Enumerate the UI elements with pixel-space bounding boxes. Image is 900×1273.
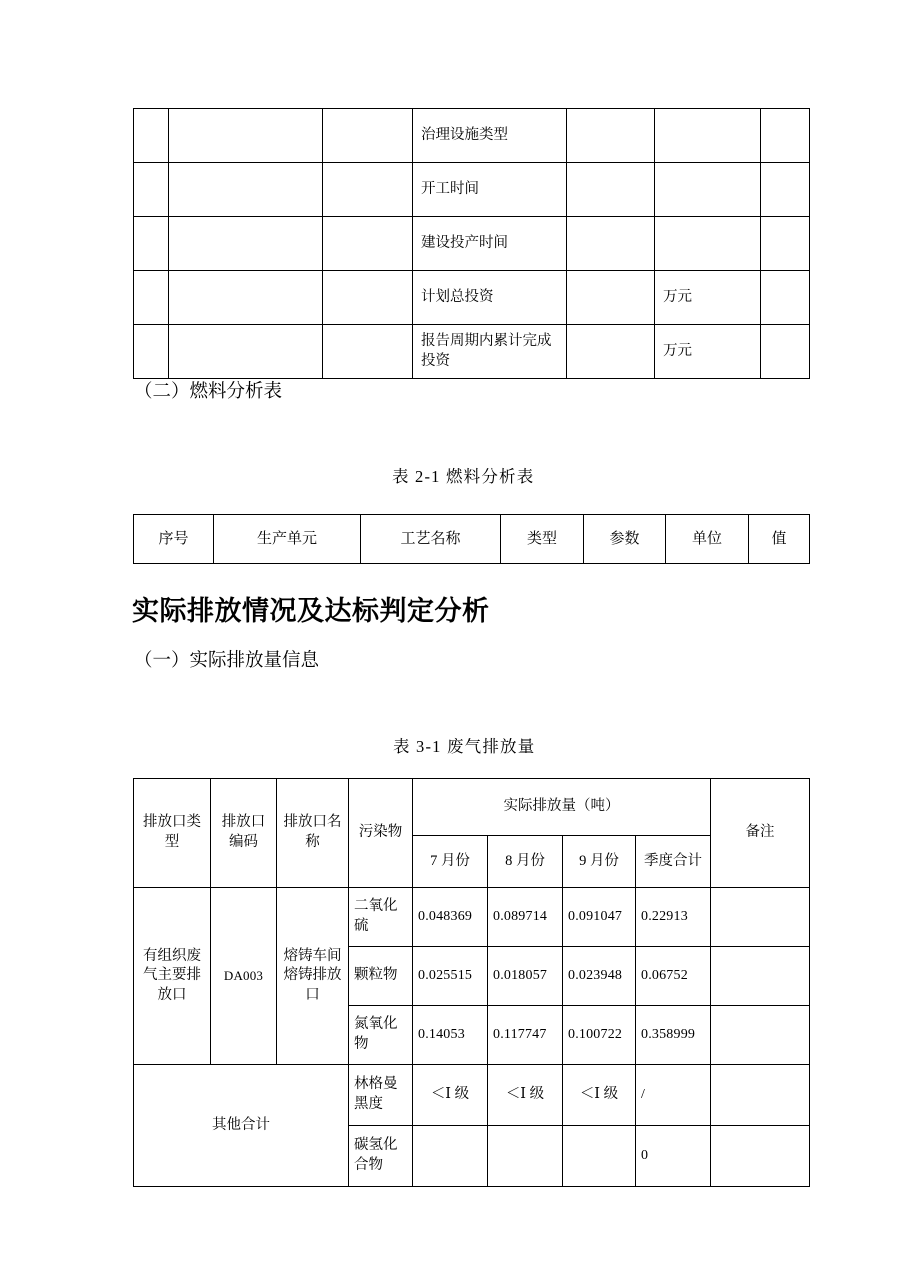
cell-month-7: ＜Ⅰ 级 bbox=[413, 1065, 488, 1126]
col-header-pollutant: 污染物 bbox=[349, 779, 413, 888]
cell-facility bbox=[323, 325, 413, 379]
table-caption-3-1: 表 3-1 废气排放量 bbox=[393, 737, 536, 756]
cell-outlet-code: DA003 bbox=[211, 888, 277, 1065]
cell-remark bbox=[711, 888, 810, 947]
table-row bbox=[134, 271, 810, 325]
table-row bbox=[134, 1065, 810, 1126]
cell-month-9 bbox=[563, 1126, 636, 1187]
cell-pollutant: 氮氧化物 bbox=[349, 1006, 413, 1065]
cell-outlet-name: 熔铸车间熔铸排放口 bbox=[277, 888, 349, 1065]
cell-quarter-total: / bbox=[636, 1065, 711, 1126]
cell-item-value bbox=[567, 271, 655, 325]
cell-outlet-name bbox=[169, 163, 323, 217]
cell-other-total-label: 其他合计 bbox=[134, 1065, 349, 1187]
col-header-type: 类型 bbox=[501, 515, 584, 564]
cell-item-unit bbox=[655, 217, 761, 271]
cell-quarter-total: 0.358999 bbox=[636, 1006, 711, 1065]
cell-facility bbox=[323, 163, 413, 217]
cell-item-extra bbox=[761, 163, 810, 217]
col-header-production-unit: 生产单元 bbox=[214, 515, 361, 564]
cell-outlet-name bbox=[169, 109, 323, 163]
cell-pollutant: 二氧化硫 bbox=[349, 888, 413, 947]
col-header-month-7: 7 月份 bbox=[413, 835, 488, 887]
cell-outlet-type bbox=[134, 163, 169, 217]
cell-item-label: 治理设施类型 bbox=[413, 109, 567, 163]
cell-pollutant: 碳氢化合物 bbox=[349, 1126, 413, 1187]
col-header-unit: 单位 bbox=[666, 515, 749, 564]
cell-remark bbox=[711, 1126, 810, 1187]
cell-remark bbox=[711, 1065, 810, 1126]
cell-item-extra bbox=[761, 325, 810, 379]
cell-quarter-total: 0.06752 bbox=[636, 947, 711, 1006]
cell-item-unit: 万元 bbox=[655, 271, 761, 325]
col-header-quarter-total: 季度合计 bbox=[636, 835, 711, 887]
cell-item-extra bbox=[761, 217, 810, 271]
cell-item-value bbox=[567, 217, 655, 271]
cell-pollutant: 林格曼黑度 bbox=[349, 1065, 413, 1126]
table-row bbox=[134, 163, 810, 217]
cell-month-8 bbox=[488, 1126, 563, 1187]
section-heading-fuel-analysis: （二）燃料分析表 bbox=[134, 382, 283, 402]
col-header-process-name: 工艺名称 bbox=[361, 515, 501, 564]
col-header-value: 值 bbox=[749, 515, 810, 564]
cell-item-unit bbox=[655, 109, 761, 163]
cell-month-8: 0.018057 bbox=[488, 947, 563, 1006]
col-header-actual-emission-group: 实际排放量（吨） bbox=[413, 779, 711, 836]
cell-item-label: 开工时间 bbox=[413, 163, 567, 217]
table-row bbox=[134, 888, 810, 947]
cell-item-unit: 万元 bbox=[655, 325, 761, 379]
cell-month-7: 0.048369 bbox=[413, 888, 488, 947]
col-header-month-8: 8 月份 bbox=[488, 835, 563, 887]
page-title: 实际排放情况及达标判定分析 bbox=[132, 596, 490, 626]
cell-month-7: 0.14053 bbox=[413, 1006, 488, 1065]
table-caption-2-1: 表 2-1 燃料分析表 bbox=[392, 467, 535, 486]
cell-outlet-type bbox=[134, 217, 169, 271]
col-header-outlet-code: 排放口编码 bbox=[211, 779, 277, 888]
cell-month-9: 0.100722 bbox=[563, 1006, 636, 1065]
cell-quarter-total: 0 bbox=[636, 1126, 711, 1187]
cell-outlet-type bbox=[134, 109, 169, 163]
col-header-parameter: 参数 bbox=[584, 515, 666, 564]
cell-outlet-type: 有组织废气主要排放口 bbox=[134, 888, 211, 1065]
table-row bbox=[134, 109, 810, 163]
section-heading-actual-emission-info: （一）实际排放量信息 bbox=[134, 651, 320, 671]
col-header-outlet-name: 排放口名称 bbox=[277, 779, 349, 888]
cell-item-value bbox=[567, 109, 655, 163]
waste-gas-emission-table bbox=[133, 778, 810, 1187]
continuation-table bbox=[133, 108, 810, 379]
cell-item-extra bbox=[761, 109, 810, 163]
cell-remark bbox=[711, 947, 810, 1006]
cell-facility bbox=[323, 217, 413, 271]
cell-month-8: ＜Ⅰ 级 bbox=[488, 1065, 563, 1126]
col-header-index: 序号 bbox=[134, 515, 214, 564]
cell-remark bbox=[711, 1006, 810, 1065]
cell-month-9: ＜Ⅰ 级 bbox=[563, 1065, 636, 1126]
table-row bbox=[134, 325, 810, 379]
cell-pollutant: 颗粒物 bbox=[349, 947, 413, 1006]
col-header-month-9: 9 月份 bbox=[563, 835, 636, 887]
cell-month-9: 0.091047 bbox=[563, 888, 636, 947]
cell-outlet-type bbox=[134, 325, 169, 379]
cell-outlet-name bbox=[169, 217, 323, 271]
cell-item-unit bbox=[655, 163, 761, 217]
table-header-row bbox=[134, 779, 810, 836]
cell-item-value bbox=[567, 325, 655, 379]
cell-month-8: 0.117747 bbox=[488, 1006, 563, 1065]
cell-outlet-name bbox=[169, 271, 323, 325]
cell-outlet-type bbox=[134, 271, 169, 325]
cell-outlet-name bbox=[169, 325, 323, 379]
cell-item-value bbox=[567, 163, 655, 217]
cell-item-label: 建设投产时间 bbox=[413, 217, 567, 271]
cell-facility bbox=[323, 109, 413, 163]
cell-month-8: 0.089714 bbox=[488, 888, 563, 947]
fuel-analysis-table bbox=[133, 514, 810, 564]
col-header-remark: 备注 bbox=[711, 779, 810, 888]
cell-item-extra bbox=[761, 271, 810, 325]
cell-item-label: 计划总投资 bbox=[413, 271, 567, 325]
cell-item-label: 报告周期内累计完成投资 bbox=[413, 325, 567, 379]
cell-quarter-total: 0.22913 bbox=[636, 888, 711, 947]
col-header-outlet-type: 排放口类型 bbox=[134, 779, 211, 888]
table-header-row bbox=[134, 515, 810, 564]
cell-month-7 bbox=[413, 1126, 488, 1187]
cell-month-7: 0.025515 bbox=[413, 947, 488, 1006]
cell-facility bbox=[323, 271, 413, 325]
table-row bbox=[134, 217, 810, 271]
cell-month-9: 0.023948 bbox=[563, 947, 636, 1006]
